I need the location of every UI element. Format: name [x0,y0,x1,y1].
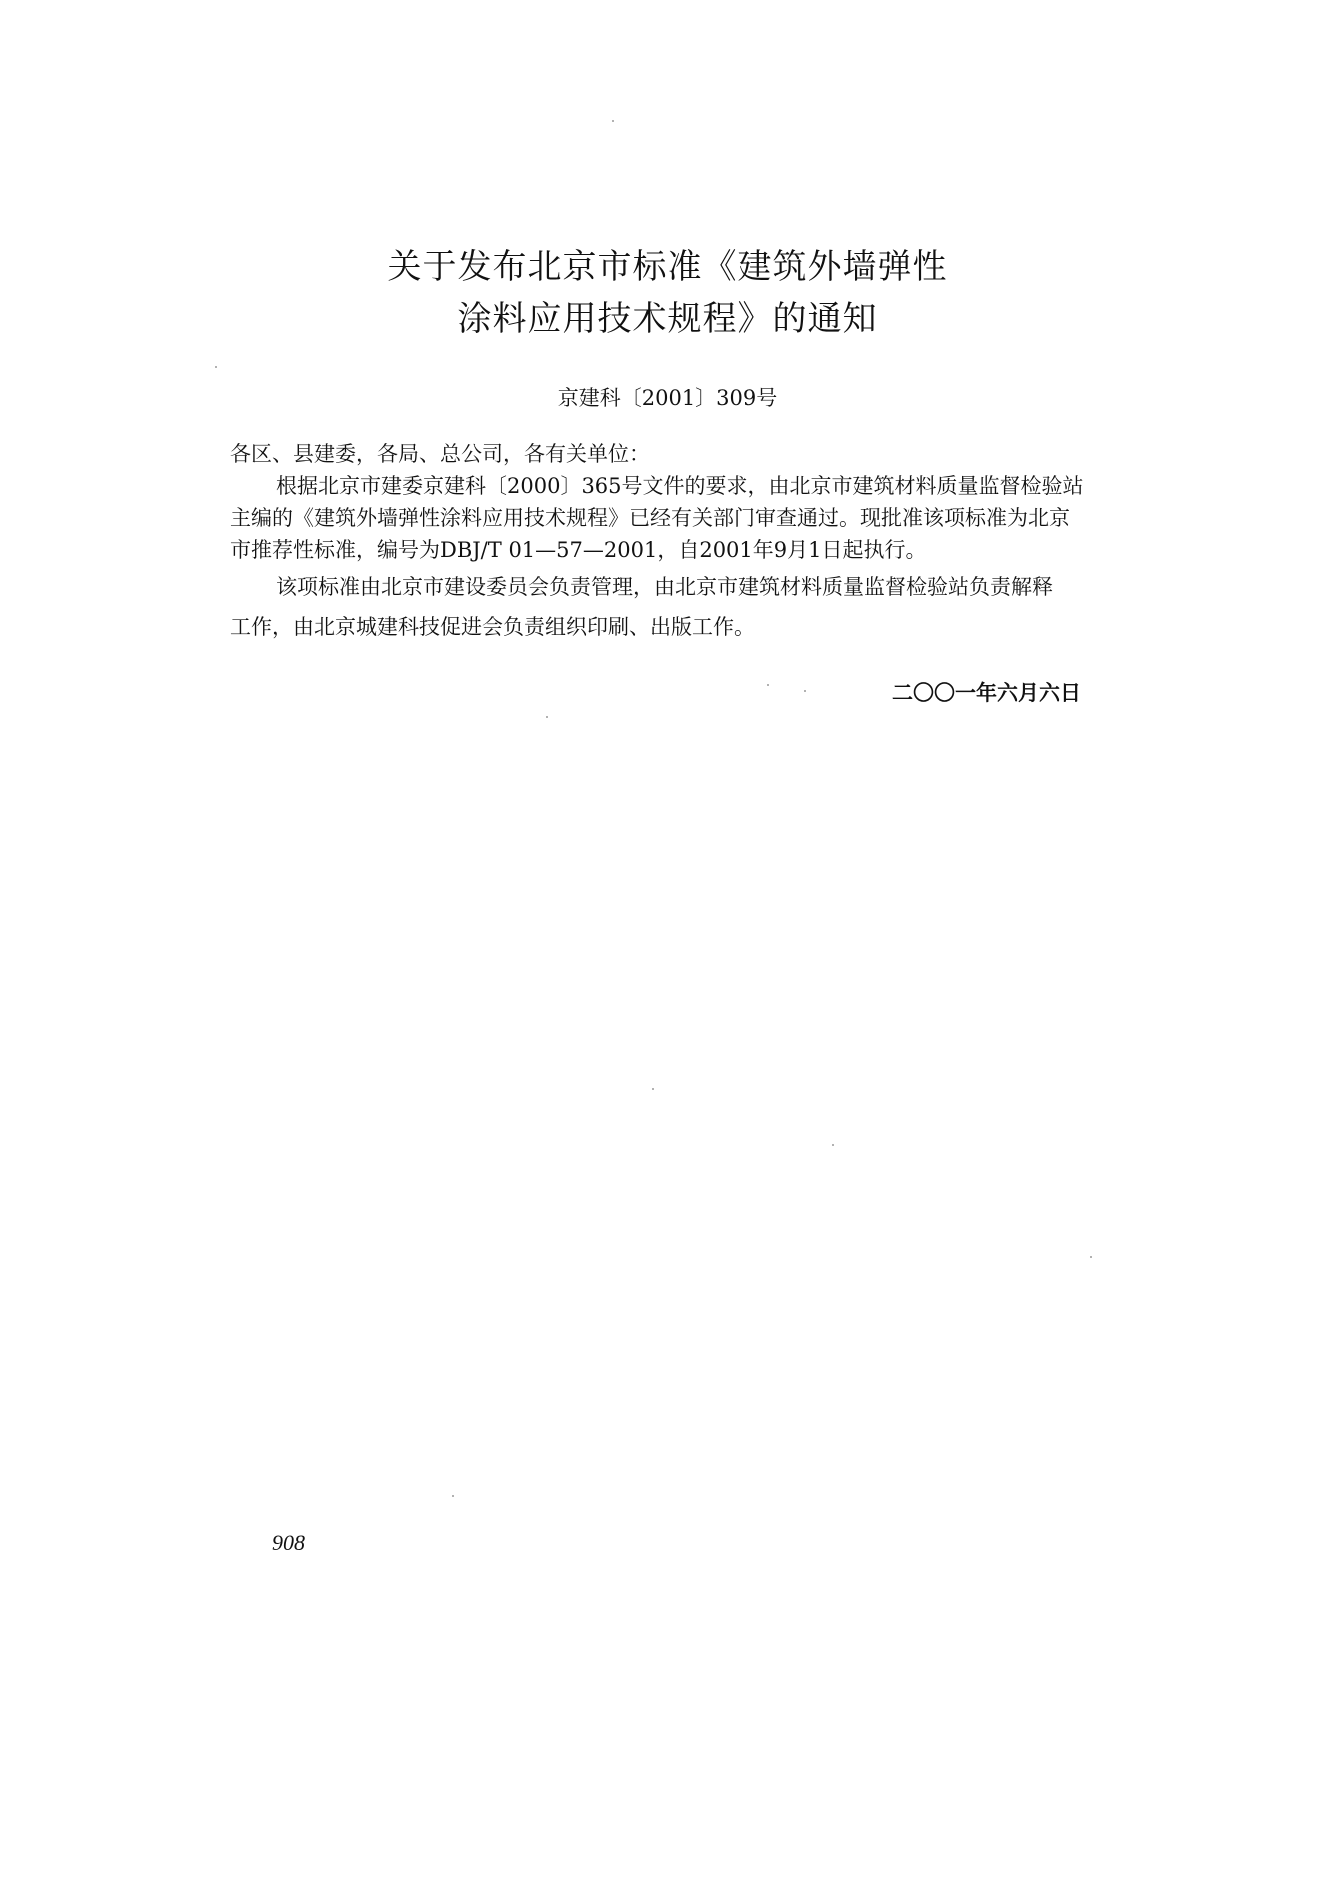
paragraph-1-line-3: 市推荐性标准，编号为DBJ/T 01—57—2001，自2001年9月1日起执行。 [230,538,927,562]
scan-speck [804,690,806,692]
issue-date: 二〇〇一年六月六日 [892,680,1081,705]
paragraph-2-line-1: 该项标准由北京市建设委员会负责管理，由北京市建筑材料质量监督检验站负责解释 [276,575,1053,599]
scan-speck [832,1144,834,1146]
paragraph-2-line-2: 工作，由北京城建科技促进会负责组织印刷、出版工作。 [230,615,755,639]
scan-speck [452,1495,454,1497]
scan-speck [546,716,548,718]
notice-title-line-2: 涂料应用技术规程》的通知 [457,299,878,339]
scan-speck [612,120,614,122]
page-number: 908 [272,1530,305,1555]
scan-speck [767,684,769,686]
notice-title-line-1: 关于发布北京市标准《建筑外墙弹性 [387,247,948,287]
document-number: 京建科〔2001〕309号 [557,386,778,410]
salutation: 各区、县建委，各局、总公司，各有关单位： [230,442,650,466]
paragraph-1-line-2: 主编的《建筑外墙弹性涂料应用技术规程》已经有关部门审查通过。现批准该项标准为北京 [230,506,1070,530]
scan-speck [1090,1256,1092,1258]
paragraph-1-line-1: 根据北京市建委京建科〔2000〕365号文件的要求，由北京市建筑材料质量监督检验站 [276,474,1084,498]
scan-speck [652,1088,654,1090]
scan-speck [215,366,217,368]
